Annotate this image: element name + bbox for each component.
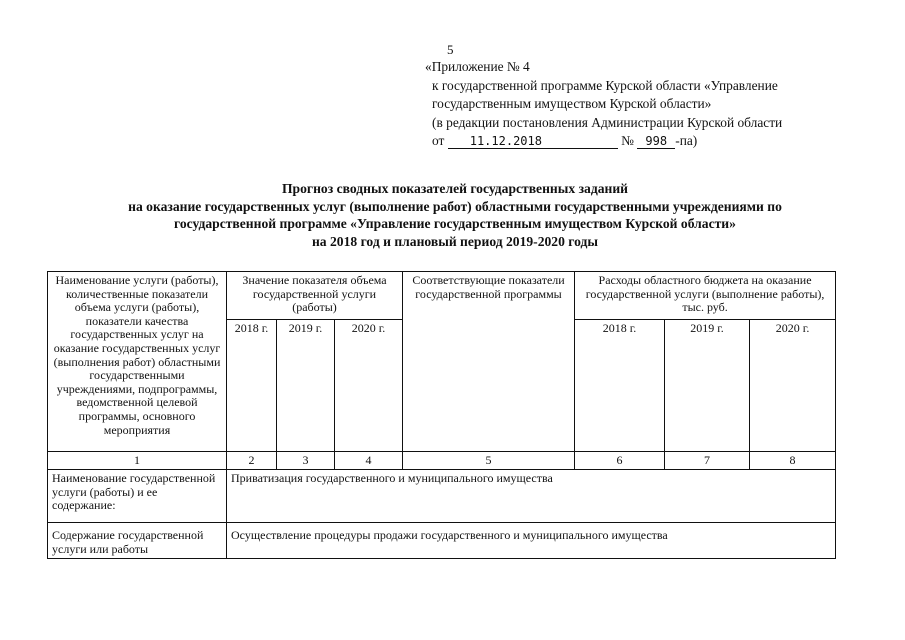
header-budget-expenses: Расходы областного бюджета на оказание государственной услуги (выполнение работы), тыс. руб. [575, 272, 836, 320]
title-line: государственной программе «Управление государственным имуществом Курской области» [174, 216, 736, 231]
appendix-line: государственным имуществом Курской области» [432, 96, 712, 111]
header-volume-group: Значение показателя объема государственной услуги (работы) [227, 272, 403, 320]
column-number: 7 [665, 452, 750, 470]
number-suffix: -па) [675, 133, 698, 148]
column-number: 3 [277, 452, 335, 470]
column-number: 4 [335, 452, 403, 470]
row-label-service-content: Содержание государственной услуги или работы [48, 523, 227, 559]
header-expense-year-2020: 2020 г. [750, 320, 836, 452]
number-label: № [621, 133, 634, 148]
row-value-service-name: Приватизация государственного и муниципального имущества [227, 470, 836, 523]
title-line: на 2018 год и плановый период 2019-2020 годы [311, 233, 599, 249]
appendix-date-line [425, 132, 782, 151]
column-number: 8 [750, 452, 836, 470]
header-expense-year-2018: 2018 г. [575, 320, 665, 452]
header-service-name: Наименование услуги (работы), количественные показатели объема услуги (работы), показатели качества государственных услуг на оказание государственных услуг (выполнения работ) областными государственными учреждениями, подпрограммы, ведомственной целевой программы, основного мероприятия [48, 272, 227, 452]
column-number: 1 [48, 452, 227, 470]
column-number: 6 [575, 452, 665, 470]
appendix-block [425, 58, 782, 151]
resolution-number: 998 [637, 135, 675, 149]
title-line: на оказание государственных услуг (выполнение работ) областными государственными учреждениями по [128, 198, 782, 214]
header-year-2019: 2019 г. [277, 320, 335, 452]
column-number: 5 [403, 452, 575, 470]
column-number: 2 [227, 452, 277, 470]
row-value-service-content: Осуществление процедуры продажи государственного и муниципального имущества [227, 523, 836, 559]
header-expense-year-2019: 2019 г. [665, 320, 750, 452]
title-line: Прогноз сводных показателей государственных заданий [281, 181, 628, 196]
header-year-2018: 2018 г. [227, 320, 277, 452]
page-number: 5 [447, 42, 454, 57]
header-year-2020: 2020 г. [335, 320, 403, 452]
row-label-service-name: Наименование государственной услуги (работы) и ее содержание: [48, 470, 227, 523]
header-program-indicators: Соответствующие показатели государственной программы [403, 272, 575, 452]
indicators-table [47, 271, 836, 559]
appendix-title: «Приложение № 4 [425, 59, 530, 74]
resolution-date: 11.12.2018 [448, 135, 618, 149]
from-label: от [432, 133, 445, 148]
appendix-line: (в редакции постановления Администрации Курской области [432, 114, 783, 130]
appendix-line: к государственной программе Курской области «Управление [432, 77, 778, 93]
document-title [40, 180, 870, 250]
